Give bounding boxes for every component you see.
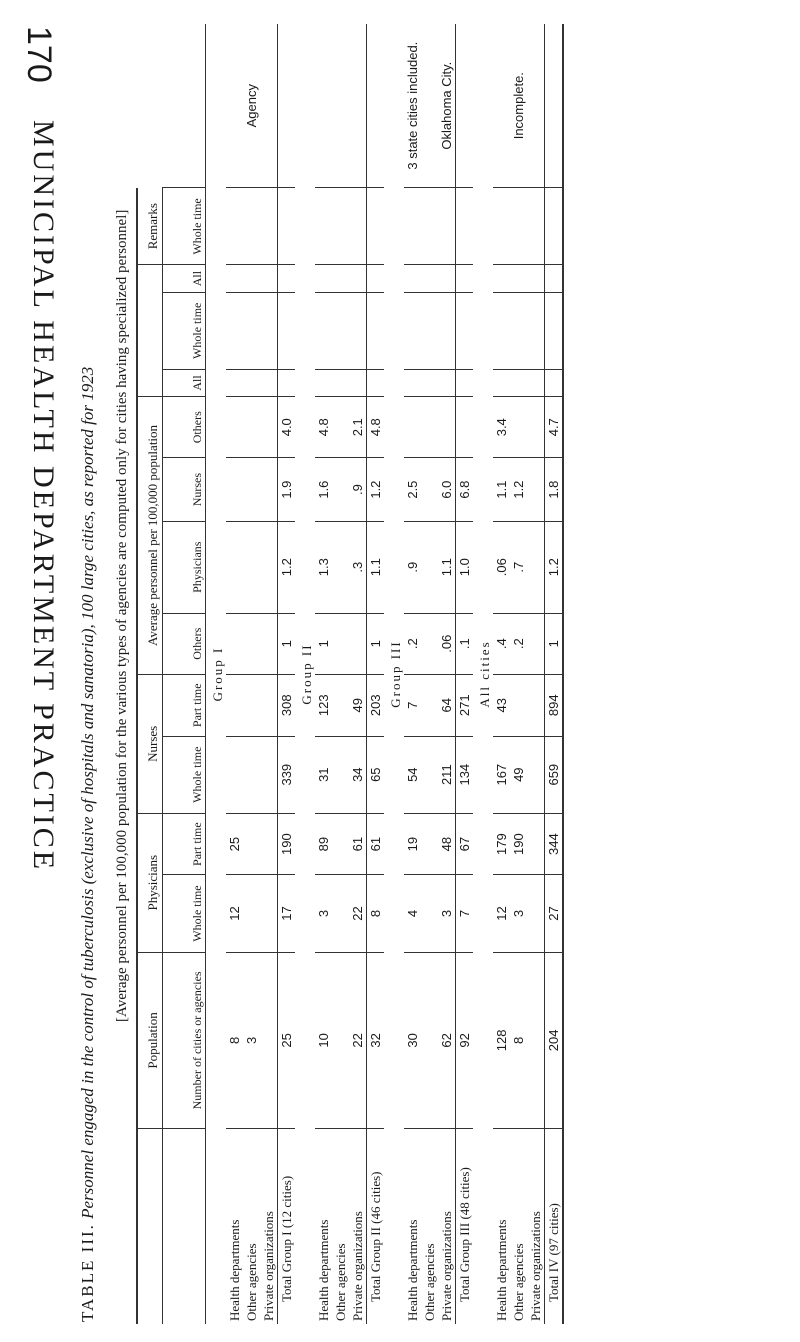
remark-cell [456, 24, 474, 188]
table-cell [421, 188, 438, 265]
table-label: TABLE III. [78, 1223, 97, 1322]
table-cell: 1.8 [545, 458, 564, 521]
table-cell: 1.1 [493, 458, 510, 521]
table-cell [527, 369, 545, 396]
row-label: Private organizations [528, 1211, 543, 1321]
table-cell [260, 613, 278, 674]
table-cell [332, 292, 349, 369]
table-cell [278, 369, 296, 396]
table-cell: 2.5 [404, 458, 421, 521]
table-cell: .06 [438, 613, 456, 674]
table-cell [367, 265, 385, 292]
table-cell: 25 [278, 952, 296, 1129]
table-cell [493, 265, 510, 292]
table-cell: 54 [404, 736, 421, 813]
table-cell: 1 [367, 613, 385, 674]
table-cell [243, 397, 260, 458]
table-cell [332, 369, 349, 396]
table-cell [527, 292, 545, 369]
table-cell [421, 458, 438, 521]
table-cell [527, 674, 545, 736]
table-cell [456, 292, 474, 369]
table-cell: 32 [367, 952, 385, 1129]
column-header: Number of cities or agencies [163, 952, 206, 1129]
table-cell [421, 521, 438, 613]
remark-cell [260, 24, 278, 188]
table-cell [510, 674, 527, 736]
table-page [70, 0, 800, 1342]
table-cell [260, 292, 278, 369]
table-cell [510, 188, 527, 265]
table-cell: 344 [545, 813, 564, 875]
table-cell [527, 813, 545, 875]
table-cell [404, 265, 421, 292]
table-cell: 27 [545, 875, 564, 952]
table-row [332, 24, 349, 1324]
total-row [545, 24, 564, 1324]
total-row [456, 24, 474, 1324]
table-cell: 7 [456, 875, 474, 952]
column-header: Physicians [163, 521, 206, 613]
table-cell [421, 952, 438, 1129]
table-body [206, 24, 564, 1324]
table-cell [315, 292, 332, 369]
table-cell [510, 265, 527, 292]
table-cell [545, 292, 564, 369]
table-cell: 48 [438, 813, 456, 875]
column-header: Others [163, 397, 206, 458]
table-cell: 49 [510, 736, 527, 813]
table-cell [260, 458, 278, 521]
header-average-personnel: Average personnel per 100,000 population [137, 397, 163, 675]
table-cell [456, 397, 474, 458]
table-cell [260, 521, 278, 613]
table-cell: 271 [456, 674, 474, 736]
group-heading: Group III [388, 640, 403, 708]
table-cell [456, 369, 474, 396]
table-subcaption: [Average personnel per 100,000 population for the various types of agencies are computed only for cities having specialized personnel] [114, 209, 130, 1022]
table-cell [527, 397, 545, 458]
table-cell [421, 369, 438, 396]
table-cell: 190 [278, 813, 296, 875]
row-label: Private organizations [261, 1211, 276, 1321]
table-cell [332, 952, 349, 1129]
table-cell [226, 736, 243, 813]
table-cell: 61 [367, 813, 385, 875]
table-cell: 3 [315, 875, 332, 952]
table-cell: 167 [493, 736, 510, 813]
page-number: 170 [20, 26, 58, 83]
table-cell: 12 [493, 875, 510, 952]
row-label: Total Group II (46 cities) [367, 1129, 385, 1324]
group-heading: Group I [210, 646, 225, 702]
table-caption [78, 22, 130, 1322]
table-cell [226, 397, 243, 458]
table-cell: 1.1 [367, 521, 385, 613]
table-cell: .3 [349, 521, 367, 613]
table-row [404, 24, 421, 1324]
table-cell: 1.6 [315, 458, 332, 521]
table-cell: 204 [545, 952, 564, 1129]
table-cell [226, 265, 243, 292]
page-margin [0, 0, 70, 1342]
remark-cell: 3 state cities included. [404, 24, 421, 188]
group-heading-row [473, 24, 493, 1324]
table-cell: 7 [404, 674, 421, 736]
table-cell [260, 265, 278, 292]
table-cell [243, 265, 260, 292]
row-label: Private organizations [350, 1211, 365, 1321]
table-cell: 1 [278, 613, 296, 674]
column-header: Whole time [163, 292, 206, 369]
table-cell: 62 [438, 952, 456, 1129]
table-cell [527, 521, 545, 613]
table-cell [545, 188, 564, 265]
row-label: Health departments [227, 1219, 242, 1321]
table-cell: 19 [404, 813, 421, 875]
table-cell [260, 813, 278, 875]
table-cell: .1 [456, 613, 474, 674]
table-cell [243, 521, 260, 613]
row-label: Health departments [494, 1219, 509, 1321]
table-cell: 190 [510, 813, 527, 875]
table-cell [527, 952, 545, 1129]
table-cell: 308 [278, 674, 296, 736]
table-cell: .2 [404, 613, 421, 674]
table-cell [349, 188, 367, 265]
column-header: Whole time [163, 188, 206, 265]
table-cell: 894 [545, 674, 564, 736]
table-cell [278, 188, 296, 265]
table-cell [332, 265, 349, 292]
table-cell: 1.1 [438, 521, 456, 613]
table-cell [315, 265, 332, 292]
table-cell [527, 458, 545, 521]
total-row [367, 24, 385, 1324]
table-cell [332, 188, 349, 265]
table-cell [226, 292, 243, 369]
table-row [226, 24, 243, 1324]
table-cell: 134 [456, 736, 474, 813]
table-cell [527, 875, 545, 952]
table-cell: 65 [367, 736, 385, 813]
table-row [421, 24, 438, 1324]
table-cell [421, 265, 438, 292]
table-cell: 2.1 [349, 397, 367, 458]
column-header: Part time [163, 674, 206, 736]
table-cell: .06 [493, 521, 510, 613]
remark-cell: Oklahoma City. [438, 24, 456, 188]
table-cell [527, 613, 545, 674]
table-cell [243, 188, 260, 265]
table-cell [456, 188, 474, 265]
table-cell [243, 369, 260, 396]
table-cell [315, 188, 332, 265]
table-cell [438, 369, 456, 396]
table-cell: 10 [315, 952, 332, 1129]
remark-cell [545, 24, 564, 188]
table-cell [421, 674, 438, 736]
table-cell [332, 613, 349, 674]
table-cell [404, 369, 421, 396]
total-row [278, 24, 296, 1324]
table-cell: 659 [545, 736, 564, 813]
table-cell [332, 458, 349, 521]
table-cell: 12 [226, 875, 243, 952]
table-cell: 211 [438, 736, 456, 813]
group-heading: Group II [299, 643, 314, 705]
table-cell [349, 613, 367, 674]
table-cell: 1 [315, 613, 332, 674]
table-cell [404, 292, 421, 369]
remark-cell [527, 24, 545, 188]
group-heading: All cities [477, 640, 492, 708]
row-label: Other agencies [422, 1243, 437, 1321]
header-nurses: Nurses [137, 674, 163, 813]
row-label: Private organizations [439, 1211, 454, 1321]
table-cell [260, 875, 278, 952]
table-cell [332, 875, 349, 952]
table-cell: 1.3 [315, 521, 332, 613]
personnel-table [136, 24, 564, 1324]
header-population: Population [137, 952, 163, 1129]
table-cell [510, 292, 527, 369]
table-cell: 4.7 [545, 397, 564, 458]
table-cell: 3.4 [493, 397, 510, 458]
table-cell: 8 [226, 952, 243, 1129]
column-header: Whole time [163, 875, 206, 952]
header-physicians: Physicians [137, 813, 163, 952]
table-cell: 8 [367, 875, 385, 952]
table-cell [527, 736, 545, 813]
table-cell [260, 736, 278, 813]
table-cell [260, 397, 278, 458]
table-cell [226, 613, 243, 674]
group-heading-row [384, 24, 404, 1324]
header-blank [137, 1129, 163, 1324]
table-cell: 92 [456, 952, 474, 1129]
remark-cell [332, 24, 349, 188]
table-cell: .4 [493, 613, 510, 674]
table-cell [332, 521, 349, 613]
table-cell [332, 674, 349, 736]
table-cell [545, 265, 564, 292]
header-remarks: Remarks [137, 188, 163, 265]
table-row [493, 24, 510, 1324]
table-cell: 30 [404, 952, 421, 1129]
table-cell: 1.2 [278, 521, 296, 613]
column-header-blank [163, 1129, 206, 1324]
table-cell: .9 [404, 521, 421, 613]
table-cell: 203 [367, 674, 385, 736]
table-cell [438, 188, 456, 265]
table-cell: 6.8 [456, 458, 474, 521]
table-cell [404, 188, 421, 265]
table-cell [332, 736, 349, 813]
row-label: Health departments [316, 1219, 331, 1321]
table-cell: 1.9 [278, 458, 296, 521]
remark-cell [421, 24, 438, 188]
table-row [510, 24, 527, 1324]
table-cell: 8 [510, 952, 527, 1129]
table-cell: 6.0 [438, 458, 456, 521]
table-cell [438, 397, 456, 458]
table-cell: 3 [510, 875, 527, 952]
row-label: Other agencies [511, 1243, 526, 1321]
table-cell [243, 674, 260, 736]
table-cell: 3 [438, 875, 456, 952]
table-cell [527, 265, 545, 292]
table-cell [493, 369, 510, 396]
table-cell [243, 813, 260, 875]
table-row [527, 24, 545, 1324]
table-cell: 1.2 [545, 521, 564, 613]
table-cell [510, 397, 527, 458]
table-cell [421, 736, 438, 813]
table-cell [243, 875, 260, 952]
table-cell: .2 [510, 613, 527, 674]
table-cell [527, 188, 545, 265]
table-cell [315, 369, 332, 396]
table-cell [226, 521, 243, 613]
table-cell: 4.8 [367, 397, 385, 458]
table-cell [421, 875, 438, 952]
table-cell [493, 188, 510, 265]
row-label: Other agencies [244, 1243, 259, 1321]
table-cell: 1.2 [367, 458, 385, 521]
table-cell: 3 [243, 952, 260, 1129]
table-cell [421, 813, 438, 875]
table-row [243, 24, 260, 1324]
remark-cell [278, 24, 296, 188]
table-cell: 123 [315, 674, 332, 736]
table-cell: 89 [315, 813, 332, 875]
column-header: Others [163, 613, 206, 674]
group-heading-row [295, 24, 315, 1324]
table-cell [226, 188, 243, 265]
table-cell [493, 292, 510, 369]
table-cell [421, 397, 438, 458]
table-row [315, 24, 332, 1324]
group-heading-row [206, 24, 227, 1324]
table-cell [260, 674, 278, 736]
table-cell: 4.0 [278, 397, 296, 458]
table-cell: 49 [349, 674, 367, 736]
table-cell: 1.0 [456, 521, 474, 613]
table-cell [456, 265, 474, 292]
header-extra [137, 265, 163, 397]
table-cell: 67 [456, 813, 474, 875]
table-cell: 128 [493, 952, 510, 1129]
table-caption-text: Personnel engaged in the control of tuberculosis (exclusive of hospitals and sanatoria), 100 large cities, as reported for 1923 [78, 366, 97, 1219]
table-cell [349, 265, 367, 292]
table-cell: .7 [510, 521, 527, 613]
table-cell [260, 188, 278, 265]
table-cell: 22 [349, 875, 367, 952]
remark-cell [493, 24, 510, 188]
table-cell [421, 613, 438, 674]
table-cell: .9 [349, 458, 367, 521]
table-cell [332, 397, 349, 458]
remark-cell: Agency [243, 24, 260, 188]
table-cell [332, 813, 349, 875]
table-row [349, 24, 367, 1324]
row-label: Total Group III (48 cities) [456, 1129, 474, 1324]
row-label: Other agencies [333, 1243, 348, 1321]
table-cell [243, 736, 260, 813]
table-cell: 64 [438, 674, 456, 736]
table-cell: 339 [278, 736, 296, 813]
table-cell [438, 292, 456, 369]
table-cell [260, 952, 278, 1129]
table-cell [278, 265, 296, 292]
table-cell: 25 [226, 813, 243, 875]
table-cell: 179 [493, 813, 510, 875]
table-cell [243, 292, 260, 369]
remark-cell [315, 24, 332, 188]
table-row [260, 24, 278, 1324]
row-label: Total Group I (12 cities) [278, 1129, 296, 1324]
rotated-table-sheet [70, 0, 800, 1342]
row-label: Total IV (97 cities) [545, 1129, 564, 1324]
column-header-row [163, 24, 206, 1324]
table-cell: 61 [349, 813, 367, 875]
column-header: Part time [163, 813, 206, 875]
table-cell [404, 397, 421, 458]
remark-cell: Incomplete. [510, 24, 527, 188]
column-header: All [163, 265, 206, 292]
column-header: Whole time [163, 736, 206, 813]
table-cell [243, 613, 260, 674]
table-cell: 17 [278, 875, 296, 952]
table-cell [349, 292, 367, 369]
table-cell: 22 [349, 952, 367, 1129]
table-cell [226, 369, 243, 396]
table-cell [367, 188, 385, 265]
table-cell [367, 369, 385, 396]
column-header: All [163, 369, 206, 396]
table-cell [349, 369, 367, 396]
row-label: Health departments [405, 1219, 420, 1321]
table-row [438, 24, 456, 1324]
table-cell [367, 292, 385, 369]
table-cell: 31 [315, 736, 332, 813]
table-cell [226, 674, 243, 736]
table-cell: 1.2 [510, 458, 527, 521]
remark-cell [367, 24, 385, 188]
running-head: MUNICIPAL HEALTH DEPARTMENT PRACTICE [27, 120, 60, 873]
table-cell [243, 458, 260, 521]
table-cell: 4.8 [315, 397, 332, 458]
table-cell: 4 [404, 875, 421, 952]
table-cell: 43 [493, 674, 510, 736]
table-cell [510, 369, 527, 396]
table-cell: 1 [545, 613, 564, 674]
table-cell [226, 458, 243, 521]
column-header: Nurses [163, 458, 206, 521]
column-header-remarks [163, 24, 206, 188]
table-cell [438, 265, 456, 292]
table-cell [545, 369, 564, 396]
remark-cell [226, 24, 243, 188]
table-cell [278, 292, 296, 369]
table-cell [421, 292, 438, 369]
table-cell: 34 [349, 736, 367, 813]
table-cell [260, 369, 278, 396]
remark-cell [349, 24, 367, 188]
